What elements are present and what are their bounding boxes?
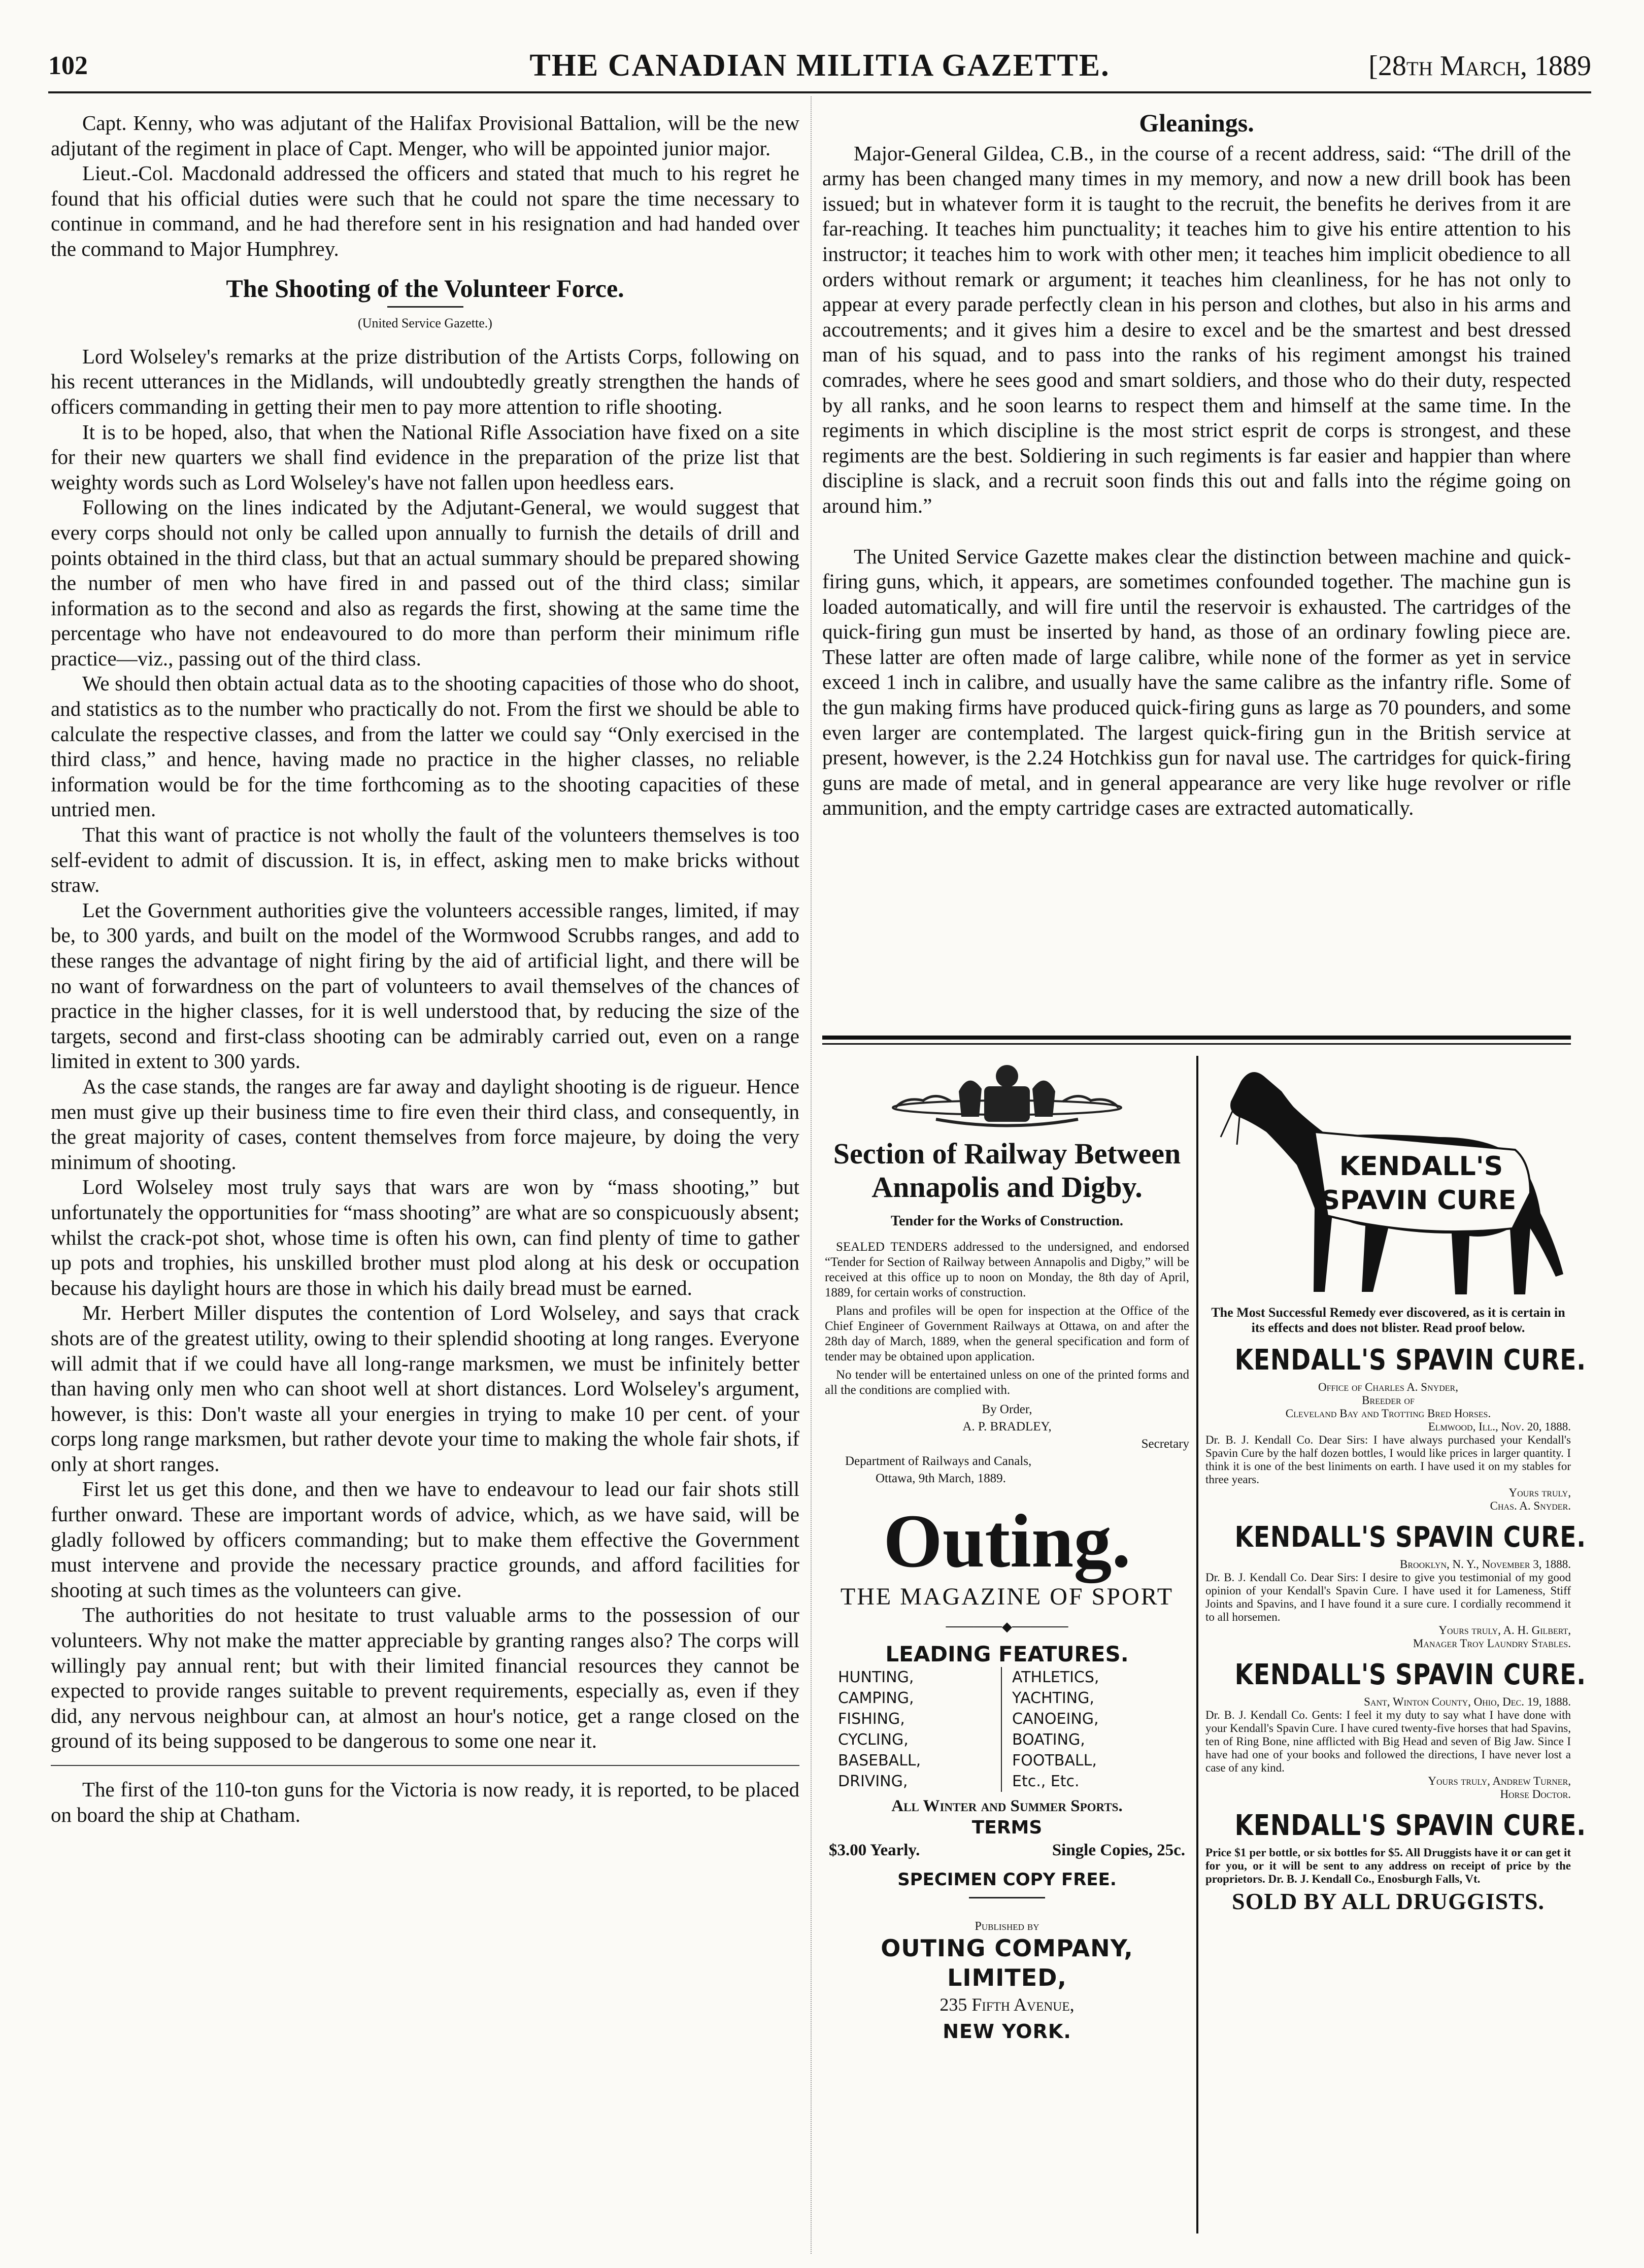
all-sports: All Winter and Summer Sports. [891, 1797, 1123, 1815]
testimonial-sign: Yours truly, A. H. Gilbert, [1438, 1624, 1571, 1637]
masthead-title: THE CANADIAN MILITIA GAZETTE. [529, 48, 1110, 83]
outing-subtitle: THE MAGAZINE OF SPORT [840, 1583, 1174, 1610]
yearly-price: $3.00 Yearly. [829, 1841, 920, 1859]
by-order: By Order, [982, 1403, 1032, 1416]
article-paragraph: Lord Wolseley's remarks at the prize distribution of the Artists Corps, following on his recent utterances in the Midlands, will undoubtedly greatly strengthen the hands of officers commanding in getting their men to pay more attention to rifle shooting. [51, 344, 799, 418]
intro-paragraph: Lieut.-Col. Macdonald addressed the officers and stated that much to his regret he found that his official duties were such that he could not spare the time necessary to continue in command, and he had therefore sent in his resignation and had handed over the command to Major Humphrey. [51, 161, 799, 260]
testimonial [1205, 1381, 1571, 1513]
article-source: (United Service Gazette.) [358, 316, 492, 331]
testimonial-header: Cleveland Bay and Trotting Bred Horses. [1285, 1407, 1491, 1420]
kendall-price: Price $1 per bottle, or six bottles for $5. All Druggists have it or can get it for you, or it will be sent to any address on receipt of price by the proprietors. Dr. B. J. Kendall Co., Enosburgh Falls, Vt. [1205, 1846, 1571, 1885]
testimonial-sign: Chas. A. Snyder. [1490, 1499, 1571, 1512]
testimonial-header: Office of Charles A. Snyder, [1318, 1381, 1458, 1393]
place-date: Ottawa, 9th March, 1889. [876, 1472, 1006, 1485]
testimonial-date: Sant, Winton County, Ohio, Dec. 19, 1888. [1364, 1695, 1571, 1708]
price-line [825, 1838, 1189, 1862]
ad-divider [1196, 1056, 1198, 2233]
article-paragraph: Lord Wolseley most truly says that wars are won by “mass shooting,” but unfortunately the opportunities for “mass shooting” are what are so conspicuously absent; whilst the crack-pot shot, whose time is often his own, can find plenty of time to gather up pots and trophies, his unskilled brother must plod along at his desk or occupation because his daylight hours are those in which his daily bread must be earned. [51, 1175, 799, 1299]
left-column [51, 111, 799, 1827]
testimonial-date: Elmwood, Ill., Nov. 20, 1888. [1428, 1420, 1571, 1433]
pub-rule [969, 1897, 1045, 1898]
features-list [825, 1667, 1189, 1792]
feature-item: Etc., Etc. [1012, 1773, 1080, 1790]
article-title: The Shooting of the Volunteer Force. [226, 274, 624, 303]
feature-item: CYCLING, [838, 1731, 909, 1749]
tender-body [825, 1240, 1189, 1398]
testimonial-header: Breeder of [1362, 1394, 1415, 1407]
article-paragraph: As the case stands, the ranges are far away and daylight shooting is de rigueur. Hence men must give up their business time to fire even their third class, and consequently, in the great majority of cases, content themselves from force majeure, by doing the very minimum of shooting. [51, 1074, 799, 1174]
testimonial-date: Brooklyn, N. Y., November 3, 1888. [1400, 1558, 1571, 1571]
left-advertisements [825, 1061, 1189, 2046]
single-price: Single Copies, 25c. [1052, 1841, 1185, 1859]
tender-paragraph: Plans and profiles will be open for inspection at the Office of the Chief Engineer of Government Railways at Ottawa, on and after the 28th day of March, 1889, when the general specification and form of tender may be obtained upon application. [825, 1304, 1189, 1363]
ad-rule-thick [822, 1036, 1571, 1040]
signer-title: Secretary [1141, 1437, 1189, 1451]
blanket-label-1: KENDALL'S [1339, 1151, 1503, 1182]
gleanings-title: Gleanings. [1139, 109, 1254, 137]
testimonial-sign: Manager Troy Laundry Stables. [1413, 1637, 1571, 1650]
diamond-rule: ──────◆────── [946, 1619, 1068, 1634]
article-paragraph: We should then obtain actual data as to the shooting capacities of those who do shoot, and statistics as to the number who practically do not. From the first we should be able to calculate the respective classes, and from the latter we could say “Only exercised in the third class,” and hence, having made no practice in the higher classes, no reliable information would be for the time forthcoming as to the shooting capacities of these untried men. [51, 672, 799, 821]
publisher-name: OUTING COMPANY, LIMITED, [881, 1935, 1133, 1991]
tender-title [825, 1137, 1189, 1204]
feature-item: FISHING, [838, 1710, 905, 1728]
feature-item: ATHLETICS, [1012, 1669, 1099, 1686]
kendall-heading: KENDALL'S SPAVIN CURE. [1234, 1521, 1586, 1554]
right-column [822, 111, 1571, 821]
title-rule [387, 306, 463, 308]
testimonial-body: Dr. B. J. Kendall Co. Dear Sirs: I have always purchased your Kendall's Spavin Cure by the half dozen bottles, I would like prices in larger quantity. I think it is one of the best liniments on earth. I have used it on my stables for three years. [1205, 1433, 1571, 1486]
feature-item: DRIVING, [838, 1773, 908, 1790]
article-paragraph: It is to be hoped, also, that when the National Rifle Association have fixed on a site for their new quarters we shall find evidence in the preparation of the prize list that weighty words such as Lord Wolseley's have not fallen upon heedless ears. [51, 420, 799, 494]
features-left [838, 1667, 1002, 1792]
section-rule [51, 1765, 799, 1766]
kendall-tagline: The Most Successful Remedy ever discovered, as it is certain in its effects and does not blister. Read proof below. [1211, 1305, 1565, 1335]
tender-signature [825, 1401, 1189, 1487]
terms-heading: TERMS [971, 1817, 1043, 1838]
leading-features: LEADING FEATURES. [885, 1642, 1129, 1666]
coat-of-arms-icon [875, 1061, 1139, 1132]
testimonial-sign: Yours truly, [1508, 1486, 1571, 1499]
blanket-label-2: SPAVIN CURE [1321, 1185, 1517, 1216]
tender-title-line: Annapolis and Digby. [871, 1171, 1143, 1204]
kendall-advertisement [1205, 1061, 1586, 1915]
gleanings-paragraph: Major-General Gildea, C.B., in the course of a recent address, said: “The drill of the army has been changed many times in my memory, and now a new drill book has been issued; but in whatever form it is taught to the recruit, the benefits he derives from it are far-reaching. It teaches him punctuality; it teaches him to give his entire attention to his instructor; it teaches him to work with other men; it teaches him implicit obedience to all orders without remark or argument; it teaches him cleanliness, for he has not only to appear at every parade perfectly clean in his person and clothes, but also in his arms and accoutrements; and it gives him a desire to excel and be the smartest and best dressed man of his squad, and to pass into the ranks of his regiment amongst his trained comrades, where he sees good and smart soldiers, and those who do their duty, respected by all ranks, and he soon learns to respect them and himself at the same time. In the regiments in which discipline is the most strict esprit de corps is strongest, and these regiments are the best. Soldiering in such regiments is far easier and happier than where discipline is slack, and a recruit soon finds this out and falls into the régime going on around him.” [822, 141, 1571, 517]
intro-paragraph: Capt. Kenny, who was adjutant of the Halifax Provisional Battalion, will be the new adjutant of the regiment in place of Capt. Menger, who will be appointed junior major. [51, 111, 799, 160]
testimonial [1205, 1695, 1571, 1801]
feature-item: CANOEING, [1012, 1710, 1099, 1728]
feature-item: FOOTBALL, [1012, 1752, 1097, 1770]
closing-paragraph: The first of the 110-ton guns for the Victoria is now ready, it is reported, to be placed on board the ship at Chatham. [51, 1778, 799, 1826]
tender-title-line: Section of Railway Between [833, 1137, 1181, 1170]
ad-rule-thin [822, 1043, 1571, 1045]
publisher-address: 235 Fifth Avenue, [940, 1994, 1075, 2015]
features-right [1012, 1667, 1176, 1792]
article-paragraph: The authorities do not hesitate to trust valuable arms to the possession of our volunteers. Why not make the matter appreciable by granting ranges also? The corps will willingly pay annual rent; but with their limited financial resources they cannot be expected to provide ranges suitable to prevent requirements, especially as, even if they did, any nervous neighbour can, at almost an hour's notice, get a range closed on the ground of its being supposed to be dangerous to some one near it. [51, 1603, 799, 1753]
article-paragraph: Let the Government authorities give the volunteers accessible ranges, limited, if may be, to 300 yards, and built on the model of the Wormwood Scrubbs ranges, and add to these ranges the advantage of night firing by the aid of artificial light, and there will be no want of forwardness on the part of volunteers to avail themselves of the chances of practice in the higher classes, for it is well understood that, by reducing the size of the targets, second and first-class shooting can be admirably carried out, even on a range limited in extent to 300 yards. [51, 898, 799, 1073]
column-divider [811, 96, 812, 2254]
header-rule [48, 91, 1591, 93]
article-paragraph: First let us get this done, and then we have to endeavour to lead our fair shots still further onward. These are important words of advice, which, as we have said, will be gladly followed by officers commanding; but to make them effective the Government must intervene and provide the necessary practice grounds, and afford facilities for shooting at such times as the volunteers can give. [51, 1477, 799, 1602]
kendall-heading: KENDALL'S SPAVIN CURE. [1234, 1809, 1586, 1842]
feature-item: CAMPING, [838, 1689, 914, 1707]
gleanings-paragraph: The United Service Gazette makes clear the distinction between machine and quick-firing guns, which, it appears, are sometimes confounded together. The machine gun is loaded automatically, and will fire until the reservoir is exhausted. The cartridges of the quick-firing gun must be inserted by hand, as those of an ordinary fowling piece are. These latter are often made of large calibre, while none of the former as yet in service exceed 1 inch in calibre, and usually have the same calibre as the infantry rifle. Some of the gun making firms have produced quick-firing guns as large as 70 pounders, and some even larger are contemplated. The largest quick-firing gun in the British service at present, however, is the 2.24 Hotchkiss gun for naval use. The cartridges for quick-firing guns are made of metal, and in general appearance are very like huge revolver or rifle ammunition, and the empty cartridge cases are extracted automatically. [822, 544, 1571, 820]
tender-subtitle: Tender for the Works of Construction. [891, 1213, 1123, 1229]
paragraph-gap [822, 519, 1571, 544]
testimonial-body: Dr. B. J. Kendall Co. Gents: I feel it my duty to say what I have done with your Kendall's Spavin Cure. I have cured twenty-five horses that had Spavins, ten of Ring Bone, nine afflicted with Big Head and seven of Big Jaw. Since I have had one of your books and followed the directions, I have never lost a case of any kind. [1205, 1709, 1571, 1774]
article-paragraph: Mr. Herbert Miller disputes the contention of Lord Wolseley, and says that crack shots are of the greatest utility, owing to their splendid shooting at long ranges. Everyone will admit that if we could have all long-range marksmen, we must be infinitely better than having only men who can shoot well at short distances. Lord Wolseley's argument, however, is this: Don't waste all your energies in trying to make 10 per cent. of your corps long range marksmen, but rather devote your time to making the whole fair shots, if only at short ranges. [51, 1301, 799, 1476]
feature-item: BASEBALL, [838, 1752, 921, 1770]
feature-item: YACHTING, [1012, 1689, 1094, 1707]
specimen-copy: SPECIMEN COPY FREE. [897, 1870, 1117, 1890]
page-header [48, 46, 1591, 91]
kendall-heading: KENDALL'S SPAVIN CURE. [1234, 1344, 1586, 1377]
publisher-city: NEW YORK. [943, 2020, 1071, 2043]
outing-title: Outing. [883, 1499, 1131, 1583]
tender-paragraph: SEALED TENDERS addressed to the undersigned, and endorsed “Tender for Section of Railway between Annapolis and Digby,” will be received at this office up to noon on Monday, the 8th day of April, 1889, for certain works of construction. [825, 1240, 1189, 1299]
testimonial [1205, 1558, 1571, 1650]
issue-date: [28th March, 1889 [1368, 50, 1591, 82]
testimonial-sign: Yours truly, Andrew Turner, [1428, 1775, 1571, 1787]
sold-by-druggists: SOLD BY ALL DRUGGISTS. [1232, 1888, 1545, 1914]
signer-name: A. P. BRADLEY, [962, 1420, 1052, 1433]
tender-paragraph: No tender will be entertained unless on one of the printed forms and all the conditions are complied with. [825, 1368, 1189, 1397]
testimonial-body: Dr. B. J. Kendall Co. Dear Sirs: I desire to give you testimonial of my good opinion of your Kendall's Spavin Cure. I have used it for Lameness, Stiff Joints and Spavins, and I have found it a sure cure. I cordially recommend it to all horsemen. [1205, 1571, 1571, 1623]
kendall-heading: KENDALL'S SPAVIN CURE. [1234, 1658, 1586, 1691]
feature-item: BOATING, [1012, 1731, 1085, 1749]
published-by: Published by [975, 1920, 1039, 1933]
page-number: 102 [48, 51, 88, 80]
department: Department of Railways and Canals, [845, 1454, 1032, 1468]
article-paragraph: Following on the lines indicated by the Adjutant-General, we would suggest that every corps should not only be called upon annually to furnish the details of drill and points obtained in the third class, but that an actual summary should be prepared showing the number of men who have fired in and passed out of the third class; similar information as to the second and also as regards the first, showing at the same time the percentage who have not endeavoured to do more than perform their minimum rifle practice—viz., passing out of the third class. [51, 495, 799, 670]
testimonial-sign: Horse Doctor. [1500, 1788, 1571, 1800]
horse-illustration-icon [1205, 1061, 1571, 1299]
feature-item: HUNTING, [838, 1669, 914, 1686]
article-paragraph: That this want of practice is not wholly the fault of the volunteers themselves is too self-evident to admit of discussion. It is, in effect, asking men to make bricks without straw. [51, 823, 799, 897]
